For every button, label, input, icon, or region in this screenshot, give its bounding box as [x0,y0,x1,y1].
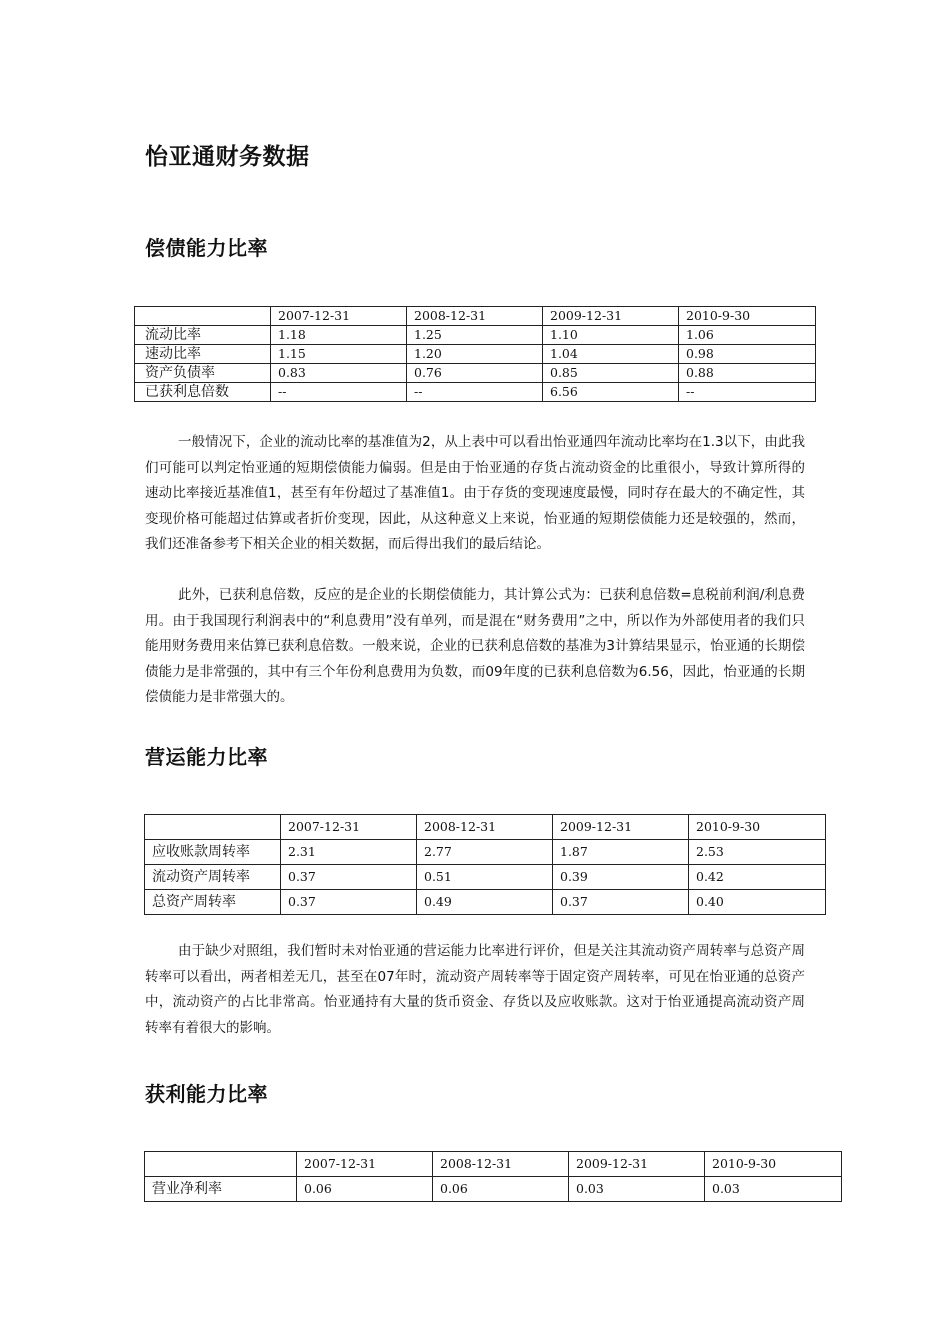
profit-ratio-table [144,1151,842,1202]
table-cell: 0.39 [553,865,689,890]
operation-paragraph-1: 由于缺少对照组，我们暂时未对怡亚通的营运能力比率进行评价，但是关注其流动资产周转率与总资产周转率可以看出，两者相差无几，甚至在07年时，流动资产周转率等于固定资产周转率，可见在怡亚通的总资产中，流动资产的占比非常高。怡亚通持有大量的货币资金、存货以及应收账款。这对于怡亚通提高流动资产周转率有着很大的影响。 [145,943,805,1036]
table-header-row [135,307,816,326]
table-cell: 1.20 [407,345,543,364]
table-row [145,840,826,865]
table-cell: 0.51 [417,865,553,890]
table-header-row [145,1152,842,1177]
table-cell: 0.37 [553,890,689,915]
header-cell-2007: 2007-12-31 [271,307,407,326]
row-label: 速动比率 [135,345,271,364]
table-cell: -- [271,383,407,402]
header-cell-2009: 2009-12-31 [543,307,679,326]
table-header-row [145,815,826,840]
header-cell-2007: 2007-12-31 [297,1152,433,1177]
table-cell: 1.10 [543,326,679,345]
section-heading-operation: 营运能力比率 [145,745,268,769]
solvency-ratio-table [134,306,816,402]
table-cell: 0.37 [281,865,417,890]
header-cell-empty [145,815,281,840]
table-cell: 2.77 [417,840,553,865]
header-cell-2009: 2009-12-31 [553,815,689,840]
table-cell: 1.25 [407,326,543,345]
row-label: 总资产周转率 [145,890,281,915]
table-cell: 1.87 [553,840,689,865]
table-cell: 0.03 [705,1177,842,1202]
solvency-paragraph-1: 一般情况下，企业的流动比率的基准值为2，从上表中可以看出怡亚通四年流动比率均在1.3以下，由此我们可能可以判定怡亚通的短期偿债能力偏弱。但是由于怡亚通的存货占流动资金的比重很小，导致计算所得的速动比率接近基准值1，甚至有年份超过了基准值1。由于存货的变现速度最慢，同时存在最大的不确定性，其变现价格可能超过估算或者折价变现，因此，从这种意义上来说，怡亚通的短期偿债能力还是较强的，然而，我们还准备参考下相关企业的相关数据，而后得出我们的最后结论。 [145,434,805,552]
table-cell: 1.15 [271,345,407,364]
table-cell: 0.83 [271,364,407,383]
header-cell-2010: 2010-9-30 [689,815,826,840]
table-cell: 1.18 [271,326,407,345]
table-row [135,364,816,383]
table-cell: 0.40 [689,890,826,915]
header-cell-2010: 2010-9-30 [705,1152,842,1177]
header-cell-2007: 2007-12-31 [281,815,417,840]
operation-ratio-table [144,814,826,915]
table-cell: 6.56 [543,383,679,402]
header-cell-2010: 2010-9-30 [679,307,816,326]
table-cell: 0.37 [281,890,417,915]
table-row [145,865,826,890]
table-cell: 0.98 [679,345,816,364]
table-row [135,345,816,364]
table-cell: 2.53 [689,840,826,865]
table-row [135,383,816,402]
table-cell: 1.06 [679,326,816,345]
solvency-paragraph-2: 此外，已获利息倍数，反应的是企业的长期偿债能力，其计算公式为：已获利息倍数=息税前利润/利息费用。由于我国现行利润表中的“利息费用”没有单列，而是混在“财务费用”之中，所以作为外部使用者的我们只能用财务费用来估算已获利息倍数。一般来说，企业的已获利息倍数的基准为3计算结果显示，怡亚通的长期偿债能力是非常强的，其中有三个年份利息费用为负数，而09年度的已获利息倍数为6.56，因此，怡亚通的长期偿债能力是非常强大的。 [145,587,805,705]
row-label: 已获利息倍数 [135,383,271,402]
table-cell: 1.04 [543,345,679,364]
table-cell: 0.85 [543,364,679,383]
document-title: 怡亚通财务数据 [145,144,310,170]
header-cell-empty [145,1152,297,1177]
table-row [135,326,816,345]
section-heading-profit: 获利能力比率 [145,1082,268,1106]
row-label: 应收账款周转率 [145,840,281,865]
table-cell: 0.88 [679,364,816,383]
table-row [145,1177,842,1202]
table-cell: 0.06 [297,1177,433,1202]
table-row [145,890,826,915]
row-label: 资产负债率 [135,364,271,383]
header-cell-2009: 2009-12-31 [569,1152,705,1177]
header-cell-2008: 2008-12-31 [433,1152,569,1177]
section-heading-solvency: 偿债能力比率 [145,236,268,260]
header-cell-empty [135,307,271,326]
row-label: 流动比率 [135,326,271,345]
table-cell: 0.06 [433,1177,569,1202]
table-cell: 2.31 [281,840,417,865]
table-cell: -- [407,383,543,402]
table-cell: -- [679,383,816,402]
header-cell-2008: 2008-12-31 [407,307,543,326]
row-label: 营业净利率 [145,1177,297,1202]
row-label: 流动资产周转率 [145,865,281,890]
header-cell-2008: 2008-12-31 [417,815,553,840]
table-cell: 0.42 [689,865,826,890]
table-cell: 0.03 [569,1177,705,1202]
table-cell: 0.49 [417,890,553,915]
table-cell: 0.76 [407,364,543,383]
